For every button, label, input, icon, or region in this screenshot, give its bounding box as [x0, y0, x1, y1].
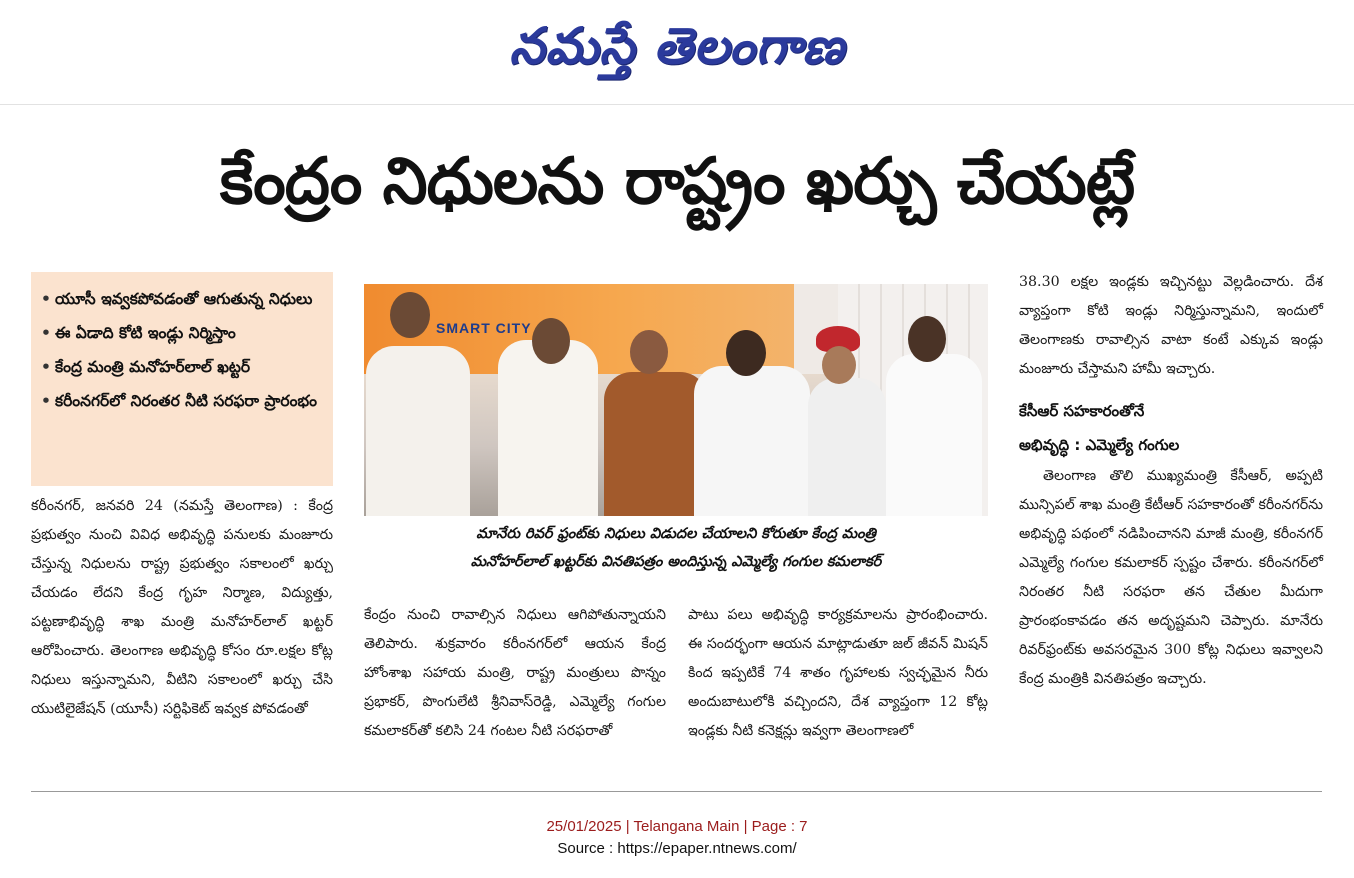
person-figure [694, 366, 810, 516]
bullet-icon: • [41, 290, 51, 308]
highlight-item [41, 350, 325, 384]
bullet-icon: • [41, 358, 51, 376]
person-figure [886, 354, 982, 516]
column-text: కేంద్రం నుంచి రావాల్సిన నిధులు ఆగిపోతున్నాయని తెలిపారు. శుక్రవారం కరీంనగర్‌లో ఆయన కేంద్ర హోంశాఖ సహాయ మంత్రి, రాష్ట్ర మంత్రులు పొన్నం ప్రభాకర్, పొంగులేటి శ్రీనివాస్‌రెడ్డి, ఎమ్మెల్యే గంగుల కమలాకర్‌తో కలిసి 24 గంటల నీటి సరఫరాతో [364, 607, 666, 739]
footer [0, 816, 1354, 860]
bullet-icon: • [41, 392, 51, 410]
photo-banner-text: SMART CITY [436, 320, 532, 336]
highlights-box [31, 272, 333, 486]
person-figure [366, 346, 470, 516]
highlight-text: కరీంనగర్‌లో నిరంతర నీటి సరఫరా ప్రారంభం [55, 392, 317, 410]
highlight-item [41, 316, 325, 350]
caption-line-1: మానేరు రివర్ ఫ్రంట్‌కు నిధులు విడుదల చేయాలని కోరుతూ కేంద్ర మంత్రి [476, 526, 876, 542]
person-head [532, 318, 570, 364]
bottom-divider [31, 791, 1322, 792]
column-text: తెలంగాణ తొలి ముఖ్యమంత్రి కేసీఆర్, అప్పటి మున్సిపల్ శాఖ మంత్రి కేటీఆర్ సహకారంతో కరీంనగర్‌ను అభివృద్ధి పథంలో నడిపించానని మాజీ మంత్రి, కరీంనగర్ ఎమ్మెల్యే గంగుల కమలాకర్ స్పష్టం చేశారు. కరీంనగర్‌లో నిరంతర నీటి సరఫరా తన చేతుల మీదుగా ప్రారంభంకావడం తన అదృష్టమని చెప్పారు. మానేరు రివర్‌ఫ్రంట్‌కు అవసరమైన 300 కోట్ల నిధులు ఇవ్వాలని కేంద్ర మంత్రికి వినతిపత్రం ఇచ్చారు. [1019, 468, 1323, 687]
subheading: అభివృద్ధి : ఎమ్మెల్యే గంగుల [1019, 436, 1180, 454]
highlight-text: యూసీ ఇవ్వకపోవడంతో ఆగుతున్న నిధులు [55, 290, 313, 308]
article-column-4 [1019, 268, 1323, 694]
photo-caption [364, 516, 988, 582]
article-column-1 [31, 492, 333, 724]
person-head [390, 292, 430, 338]
person-figure [498, 340, 598, 516]
person-head [908, 316, 946, 362]
bullet-icon: • [41, 324, 51, 342]
highlight-text: ఈ ఏడాది కోటి ఇండ్లు నిర్మిస్తాం [55, 324, 236, 342]
person-head [630, 330, 668, 374]
masthead-divider [0, 104, 1354, 105]
column-text: కరీంనగర్, జనవరి 24 (నమస్తే తెలంగాణ) : కేంద్ర ప్రభుత్వం నుంచి వివిధ అభివృద్ధి పనులకు మంజూరు చేస్తున్న నిధులను రాష్ట్ర ప్రభుత్వం సకాలంలో ఖర్చు చేయడం లేదని కేంద్ర గృహ నిర్మాణ, విద్యుత్తు, పట్టణాభివృద్ధి శాఖ మంత్రి మనోహర్‌లాల్ ఖట్టర్ ఆరోపించారు. తెలంగాణ అభివృద్ధి కోసం రూ.లక్షల కోట్ల నిధులు ఇస్తున్నామని, వీటిని సకాలంలో ఖర్చు చేసి యుటిలైజేషన్ (యూసీ) సర్టిఫికెట్ ఇవ్వక పోవడంతో [31, 498, 333, 717]
footer-date-line: 25/01/2025 | Telangana Main | Page : 7 [546, 818, 808, 835]
highlight-text: కేంద్ర మంత్రి మనోహర్‌లాల్ ఖట్టర్ [55, 358, 251, 376]
article-column-3 [688, 601, 988, 746]
footer-source-line: Source : https://epaper.ntnews.com/ [557, 840, 797, 857]
article-headline: కేంద్రం నిధులను రాష్ట్రం ఖర్చు చేయట్లే [219, 145, 1135, 219]
person-figure [808, 378, 886, 516]
subheading: కేసీఆర్ సహకారంతోనే [1019, 402, 1145, 420]
person-figure [604, 372, 708, 516]
column-text: 38.30 లక్షల ఇండ్లకు ఇచ్చినట్టు వెల్లడించారు. దేశ వ్యాప్తంగా కోటి ఇండ్లు నిర్మిస్తున్నామని, ఇందులో తెలంగాణకు రావాల్సిన వాటా కంటే ఎక్కువ ఇండ్లు మంజూరు చేస్తామని హామీ ఇచ్చారు. [1019, 274, 1323, 377]
article-column-2 [364, 601, 666, 746]
masthead [0, 6, 1354, 86]
person-head [726, 330, 766, 376]
caption-line-2: మనోహర్‌లాల్ ఖట్టర్‌కు వినతిపత్రం అందిస్తున్న ఎమ్మెల్యే గంగుల కమలాకర్ [470, 554, 882, 570]
news-photo [364, 284, 988, 516]
masthead-title: నమస్తే తెలంగాణ [509, 16, 845, 75]
highlight-item [41, 384, 325, 418]
person-head [822, 346, 856, 384]
column-text: పాటు పలు అభివృద్ధి కార్యక్రమాలను ప్రారంభించారు. ఈ సందర్భంగా ఆయన మాట్లాడుతూ జల్ జీవన్ మిషన్ కింద ఇప్పటికే 74 శాతం గృహాలకు స్వచ్ఛమైన నీరు అందుబాటులోకి వచ్చిందని, దేశ వ్యాప్తంగా 12 కోట్ల ఇండ్లకు నీటి కనెక్షన్లు ఇవ్వగా తెలంగాణలో [688, 607, 988, 739]
highlight-item [41, 282, 325, 316]
